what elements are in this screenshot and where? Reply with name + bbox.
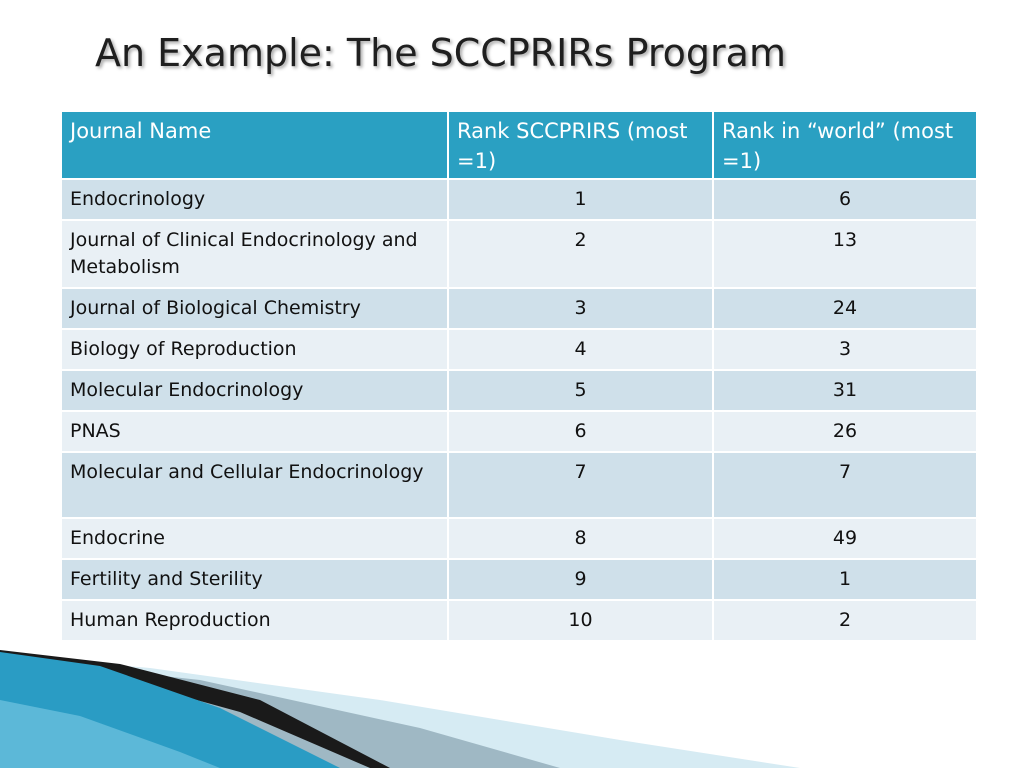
journal-ranking-table-container [60,110,976,642]
rank-sccprirs-cell: 6 [448,411,713,452]
rank-world-cell: 2 [713,600,977,641]
rank-sccprirs-cell: 9 [448,559,713,600]
rank-sccprirs-cell: 2 [448,220,713,288]
table-row [61,288,977,329]
table-row [61,452,977,518]
journal-ranking-table [60,110,978,642]
rank-sccprirs-cell: 7 [448,452,713,518]
rank-world-cell: 26 [713,411,977,452]
rank-sccprirs-cell: 3 [448,288,713,329]
table-row [61,329,977,370]
journal-cell: Endocrinology [61,179,448,220]
header-row [61,111,977,179]
slide-title: An Example: The SCCPRIRs Program [95,31,786,75]
rank-world-cell: 24 [713,288,977,329]
journal-cell: Endocrine [61,518,448,559]
rank-sccprirs-cell: 1 [448,179,713,220]
table-row [61,220,977,288]
header-rank-sccprirs: Rank SCCPRIRS (most =1) [448,111,713,179]
journal-cell: Molecular Endocrinology [61,370,448,411]
journal-cell: Molecular and Cellular Endocrinology [61,452,448,518]
table-row [61,179,977,220]
rank-world-cell: 31 [713,370,977,411]
rank-world-cell: 13 [713,220,977,288]
journal-cell: PNAS [61,411,448,452]
rank-sccprirs-cell: 10 [448,600,713,641]
rank-world-cell: 6 [713,179,977,220]
table-header [61,111,977,179]
journal-cell: Human Reproduction [61,600,448,641]
journal-cell: Journal of Biological Chemistry [61,288,448,329]
rank-world-cell: 1 [713,559,977,600]
journal-cell: Fertility and Sterility [61,559,448,600]
header-rank-world: Rank in “world” (most =1) [713,111,977,179]
rank-sccprirs-cell: 8 [448,518,713,559]
table-row [61,559,977,600]
rank-sccprirs-cell: 4 [448,329,713,370]
table-row [61,600,977,641]
table-body [61,179,977,641]
rank-world-cell: 3 [713,329,977,370]
header-journal-name: Journal Name [61,111,448,179]
table-row [61,518,977,559]
journal-cell: Journal of Clinical Endocrinology and Metabolism [61,220,448,288]
rank-sccprirs-cell: 5 [448,370,713,411]
rank-world-cell: 49 [713,518,977,559]
table-row [61,411,977,452]
table-row [61,370,977,411]
journal-cell: Biology of Reproduction [61,329,448,370]
rank-world-cell: 7 [713,452,977,518]
